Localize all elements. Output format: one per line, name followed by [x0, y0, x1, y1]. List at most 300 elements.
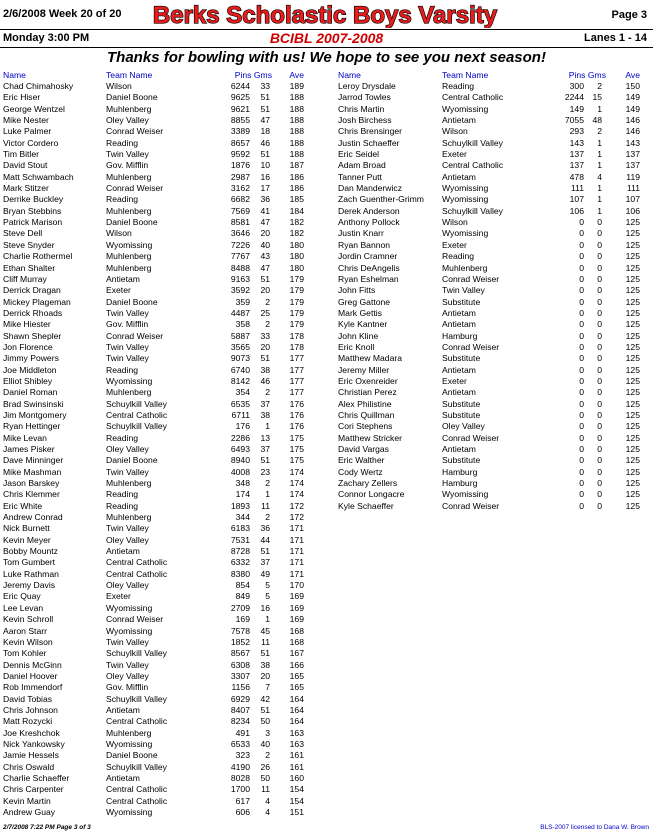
bowler-name: Matthew Stricker	[338, 432, 402, 443]
bowler-row	[3, 796, 308, 807]
average: 168	[289, 636, 304, 647]
col-ave-header: Ave	[289, 70, 304, 80]
team-name: Antietam	[442, 444, 476, 454]
team-name: Wilson	[106, 81, 132, 91]
bowler-row	[3, 81, 308, 92]
average: 188	[289, 137, 304, 148]
bowler-name: Luke Palmer	[3, 126, 52, 137]
games: 18	[260, 126, 270, 137]
team-name: Antietam	[106, 546, 140, 557]
games: 0	[597, 285, 602, 296]
col-ave-header: Ave	[625, 70, 640, 80]
games: 1	[597, 205, 602, 216]
bowler-name: Andrew Guay	[3, 807, 56, 817]
team-name: Hamburg	[442, 478, 478, 489]
team-name: Central Catholic	[106, 795, 168, 806]
team-name: Daniel Boone	[106, 750, 158, 761]
bowler-name: Kevin Schroll	[3, 614, 54, 625]
pins: 7569	[230, 205, 250, 216]
games: 0	[597, 444, 602, 454]
games: 1	[597, 183, 602, 194]
games: 0	[597, 375, 602, 386]
games: 4	[265, 795, 270, 806]
bowler-name: Jason Barskey	[3, 478, 60, 489]
bowler-name: Kevin Wilson	[3, 636, 53, 647]
games: 2	[265, 387, 270, 398]
license-footer: BLS-2007 licensed to Dana W. Brown	[540, 824, 649, 831]
bowler-row	[338, 138, 642, 149]
games: 26	[260, 761, 270, 772]
team-name: Wyomissing	[106, 625, 153, 636]
bowler-name: Zach Guenther-Grimm	[338, 194, 424, 205]
bowler-name: Chad Chimahosky	[3, 81, 74, 91]
games: 46	[260, 375, 270, 386]
pins: 8567	[230, 648, 250, 659]
team-name: Wyomissing	[442, 194, 489, 205]
team-name: Reading	[106, 137, 139, 148]
pins: 2709	[230, 602, 250, 613]
average: 125	[625, 262, 640, 273]
pins: 344	[235, 512, 250, 523]
average: 125	[625, 296, 640, 307]
average: 125	[625, 285, 640, 296]
games: 16	[260, 602, 270, 613]
day-time: Monday 3:00 PM	[3, 32, 90, 44]
average: 171	[289, 568, 304, 579]
team-name: Substitute	[442, 398, 481, 409]
games: 20	[260, 341, 270, 352]
games: 37	[260, 444, 270, 454]
average: 150	[625, 81, 640, 91]
bowler-name: Kevin Martin	[3, 795, 51, 806]
bowler-row	[3, 399, 308, 410]
team-name: Antietam	[442, 364, 476, 375]
bowler-name: Rob Immendorf	[3, 682, 63, 693]
bowler-row	[338, 104, 642, 115]
team-name: Muhlenberg	[106, 478, 152, 489]
pins: 0	[579, 341, 584, 352]
pins: 0	[579, 478, 584, 489]
average: 163	[289, 727, 304, 738]
games: 0	[597, 478, 602, 489]
team-name: Muhlenberg	[442, 262, 488, 273]
bowler-row	[3, 512, 308, 523]
bowler-row	[338, 297, 642, 308]
bowler-row	[3, 535, 308, 546]
bowler-row	[3, 319, 308, 330]
team-name: Twin Valley	[106, 353, 149, 364]
bowler-name: Daniel Roman	[3, 387, 58, 398]
bowler-row	[3, 626, 308, 637]
bowler-row	[338, 228, 642, 239]
pins: 111	[570, 183, 584, 194]
bowler-row	[3, 92, 308, 103]
average: 168	[289, 625, 304, 636]
bowler-name: Dan Manderwicz	[338, 183, 402, 194]
games: 40	[260, 239, 270, 250]
pins: 2286	[230, 432, 250, 443]
pins: 6535	[230, 398, 250, 409]
games: 51	[260, 353, 270, 364]
average: 164	[289, 716, 304, 727]
pins: 6308	[230, 659, 250, 670]
bowler-name: Aaron Starr	[3, 625, 47, 636]
bowler-row	[3, 342, 308, 353]
bowler-row	[338, 172, 642, 183]
bowler-row	[3, 297, 308, 308]
pins: 3389	[230, 126, 250, 137]
pins: 8581	[230, 217, 250, 228]
average: 125	[625, 364, 640, 375]
games: 50	[260, 716, 270, 727]
team-name: Conrad Weiser	[106, 330, 164, 341]
average: 125	[625, 444, 640, 454]
team-name: Oley Valley	[106, 444, 149, 454]
team-name: Central Catholic	[106, 409, 168, 420]
games: 0	[597, 489, 602, 500]
bowler-row	[3, 523, 308, 534]
pins: 3592	[230, 285, 250, 296]
pins: 0	[579, 228, 584, 239]
bowler-name: Justin Knarr	[338, 228, 384, 239]
games: 25	[260, 307, 270, 318]
bowler-name: Ryan Eshelman	[338, 273, 399, 284]
average: 180	[289, 251, 304, 262]
bowler-row	[3, 501, 308, 512]
pins: 169	[235, 614, 250, 625]
games: 4	[265, 807, 270, 817]
average: 179	[289, 319, 304, 330]
average: 125	[625, 387, 640, 398]
pins: 8728	[230, 546, 250, 557]
bowler-row	[3, 274, 308, 285]
average: 125	[625, 273, 640, 284]
average: 125	[625, 489, 640, 500]
team-name: Daniel Boone	[106, 92, 158, 103]
bowler-row	[338, 194, 642, 205]
average: 137	[625, 149, 640, 160]
team-name: Reading	[106, 489, 139, 500]
bowler-name: Kyle Schaeffer	[338, 500, 394, 511]
pins: 348	[235, 478, 250, 489]
bowler-name: Mickey Plageman	[3, 296, 71, 307]
page-number: Page 3	[611, 9, 647, 21]
average: 188	[289, 103, 304, 114]
pins: 176	[235, 421, 250, 432]
bowler-name: Chris Klemmer	[3, 489, 60, 500]
bowler-row	[3, 126, 308, 137]
team-name: Twin Valley	[106, 307, 149, 318]
bowler-name: Brad Swinsinski	[3, 398, 64, 409]
bowler-row	[3, 421, 308, 432]
games: 0	[597, 353, 602, 364]
bowler-row	[338, 455, 642, 466]
games: 47	[260, 217, 270, 228]
pins: 1700	[230, 784, 250, 795]
bowler-row	[3, 705, 308, 716]
games: 13	[260, 432, 270, 443]
team-name: Exeter	[442, 149, 467, 160]
average: 106	[625, 205, 640, 216]
games: 51	[260, 546, 270, 557]
pins: 8028	[230, 772, 250, 783]
games: 50	[260, 772, 270, 783]
pins: 3565	[230, 341, 250, 352]
team-name: Daniel Boone	[106, 217, 158, 228]
bowler-name: Steve Snyder	[3, 239, 55, 250]
pins: 323	[235, 750, 250, 761]
bowler-name: Mark Stitzer	[3, 183, 49, 194]
bowler-name: Dave Minninger	[3, 455, 64, 466]
games: 10	[260, 160, 270, 171]
bowler-name: Chris Johnson	[3, 704, 58, 715]
bowler-name: Jarrod Towles	[338, 92, 391, 103]
average: 169	[289, 602, 304, 613]
average: 125	[625, 330, 640, 341]
average: 125	[625, 228, 640, 239]
pins: 491	[235, 727, 250, 738]
games: 38	[260, 409, 270, 420]
col-pins-gms-header: Pins Gms	[234, 70, 272, 80]
average: 125	[625, 432, 640, 443]
pins: 0	[579, 455, 584, 466]
average: 125	[625, 409, 640, 420]
team-name: Substitute	[442, 353, 481, 364]
average: 171	[289, 534, 304, 545]
bowler-row	[3, 149, 308, 160]
bowler-row	[338, 217, 642, 228]
average: 179	[289, 296, 304, 307]
games: 0	[597, 455, 602, 466]
bowler-row	[3, 671, 308, 682]
bowler-row	[3, 569, 308, 580]
average: 137	[625, 160, 640, 171]
bowler-row	[338, 115, 642, 126]
average: 149	[625, 92, 640, 103]
bowler-row	[3, 285, 308, 296]
team-name: Wyomissing	[106, 602, 153, 613]
team-name: Wyomissing	[442, 489, 489, 500]
bowler-row	[3, 739, 308, 750]
bowler-name: Mike Levan	[3, 432, 47, 443]
average: 177	[289, 353, 304, 364]
games: 20	[260, 670, 270, 681]
pins: 9163	[230, 273, 250, 284]
team-name: Oley Valley	[106, 670, 149, 681]
bowler-row	[3, 784, 308, 795]
col-name-header: Name	[3, 70, 26, 80]
bowler-name: Eric Quay	[3, 591, 41, 602]
pins: 0	[579, 466, 584, 477]
team-name: Reading	[106, 194, 139, 205]
average: 178	[289, 341, 304, 352]
bowler-name: Tim Bitler	[3, 149, 39, 160]
pins: 0	[579, 217, 584, 228]
team-name: Oley Valley	[106, 115, 149, 126]
season-message: Thanks for bowling with us! We hope to see you next season!	[107, 49, 546, 66]
bowler-row	[3, 750, 308, 761]
team-name: Schuylkill Valley	[442, 205, 503, 216]
average: 179	[289, 273, 304, 284]
bowler-name: Daniel Hoover	[3, 670, 58, 681]
pins: 0	[579, 296, 584, 307]
bowler-row	[3, 728, 308, 739]
bowler-name: Adam Broad	[338, 160, 386, 171]
bowler-row	[3, 478, 308, 489]
average: 170	[289, 580, 304, 591]
average: 179	[289, 307, 304, 318]
pins: 8380	[230, 568, 250, 579]
games: 2	[265, 478, 270, 489]
team-name: Antietam	[442, 171, 476, 182]
bowler-name: Mike Hiester	[3, 319, 51, 330]
team-name: Wyomissing	[106, 239, 153, 250]
pins: 7055	[564, 115, 584, 126]
bowler-name: Jeremy Miller	[338, 364, 390, 375]
pins: 5887	[230, 330, 250, 341]
games: 33	[260, 81, 270, 91]
average: 161	[289, 750, 304, 761]
games: 44	[260, 534, 270, 545]
team-name: Antietam	[442, 319, 476, 330]
pins: 6740	[230, 364, 250, 375]
team-name: Central Catholic	[106, 557, 168, 568]
team-name: Central Catholic	[106, 568, 168, 579]
team-name: Wyomissing	[106, 738, 153, 749]
pins: 6332	[230, 557, 250, 568]
bowler-row	[3, 637, 308, 648]
lanes: Lanes 1 - 14	[584, 32, 647, 44]
games: 45	[260, 625, 270, 636]
bowler-row	[3, 546, 308, 557]
report-title	[152, 1, 498, 28]
bowler-name: Chris DeAngelis	[338, 262, 400, 273]
pins: 7767	[230, 251, 250, 262]
pins: 0	[579, 239, 584, 250]
column-headers	[338, 70, 642, 81]
bowler-row	[338, 489, 642, 500]
pins: 2987	[230, 171, 250, 182]
pins: 359	[235, 296, 250, 307]
bowler-name: Chris Brensinger	[338, 126, 402, 137]
average: 186	[289, 171, 304, 182]
team-name: Antietam	[106, 704, 140, 715]
average: 172	[289, 512, 304, 523]
team-name: Muhlenberg	[106, 205, 152, 216]
pins: 300	[569, 81, 584, 91]
pins: 4190	[230, 761, 250, 772]
games: 46	[260, 137, 270, 148]
pins: 6493	[230, 444, 250, 454]
games: 40	[260, 738, 270, 749]
team-name: Gov. Mifflin	[106, 682, 149, 693]
team-name: Conrad Weiser	[442, 500, 500, 511]
pins: 0	[579, 285, 584, 296]
pins: 606	[235, 807, 250, 817]
average: 180	[289, 262, 304, 273]
games: 51	[260, 149, 270, 160]
games: 4	[597, 171, 602, 182]
games: 11	[261, 636, 270, 647]
average: 164	[289, 704, 304, 715]
average: 175	[289, 455, 304, 466]
bowler-name: Jeremy Davis	[3, 580, 56, 591]
average: 125	[625, 319, 640, 330]
column-headers	[3, 70, 308, 81]
average: 171	[289, 523, 304, 534]
pins: 7531	[230, 534, 250, 545]
bowler-row	[3, 104, 308, 115]
bowler-row	[338, 160, 642, 171]
team-name: Wyomissing	[106, 807, 153, 817]
bowler-name: Charlie Rothermel	[3, 251, 73, 262]
bowler-row	[338, 421, 642, 432]
average: 125	[625, 307, 640, 318]
col-pins-gms-header: Pins Gms	[568, 70, 606, 80]
bowler-name: Alex Philistine	[338, 398, 392, 409]
average: 125	[625, 421, 640, 432]
bowler-name: Connor Longacre	[338, 489, 405, 500]
date-week: 2/6/2008 Week 20 of 20	[3, 8, 122, 20]
team-name: Twin Valley	[106, 523, 149, 534]
team-name: Wyomissing	[106, 375, 153, 386]
average: 125	[625, 375, 640, 386]
bowler-name: Mike Nester	[3, 115, 49, 126]
games: 51	[260, 648, 270, 659]
team-name: Wilson	[442, 217, 468, 228]
pins: 849	[235, 591, 250, 602]
games: 11	[261, 784, 270, 795]
bowler-row	[3, 251, 308, 262]
pins: 8142	[230, 375, 250, 386]
bowler-name: Ethan Shalter	[3, 262, 56, 273]
bowler-row	[3, 660, 308, 671]
games: 1	[597, 194, 602, 205]
average: 174	[289, 478, 304, 489]
games: 1	[597, 160, 602, 171]
games: 5	[265, 580, 270, 591]
team-name: Wyomissing	[442, 103, 489, 114]
bowler-name: Bryan Stebbins	[3, 205, 62, 216]
games: 0	[597, 251, 602, 262]
pins: 6244	[230, 81, 250, 91]
bowler-row	[338, 353, 642, 364]
bowler-row	[3, 444, 308, 455]
bowler-row	[3, 648, 308, 659]
team-name: Oley Valley	[442, 421, 485, 432]
bowler-row	[3, 115, 308, 126]
average: 184	[289, 205, 304, 216]
pins: 0	[579, 421, 584, 432]
bowler-name: Justin Schaeffer	[338, 137, 400, 148]
pins: 3307	[230, 670, 250, 681]
team-name: Antietam	[442, 307, 476, 318]
pins: 8488	[230, 262, 250, 273]
bowler-name: Cliff Murray	[3, 273, 47, 284]
bowler-name: Nick Burnett	[3, 523, 50, 534]
report-title-text: Berks Scholastic Boys Varsity	[152, 2, 498, 28]
average: 171	[289, 557, 304, 568]
pins: 0	[579, 353, 584, 364]
games: 7	[265, 682, 270, 693]
pins: 6183	[230, 523, 250, 534]
bowler-name: Shawn Shepler	[3, 330, 62, 341]
bowler-name: Mike Mashman	[3, 466, 62, 477]
pins: 6929	[230, 693, 250, 704]
average: 107	[625, 194, 640, 205]
average: 176	[289, 409, 304, 420]
games: 15	[592, 92, 602, 103]
